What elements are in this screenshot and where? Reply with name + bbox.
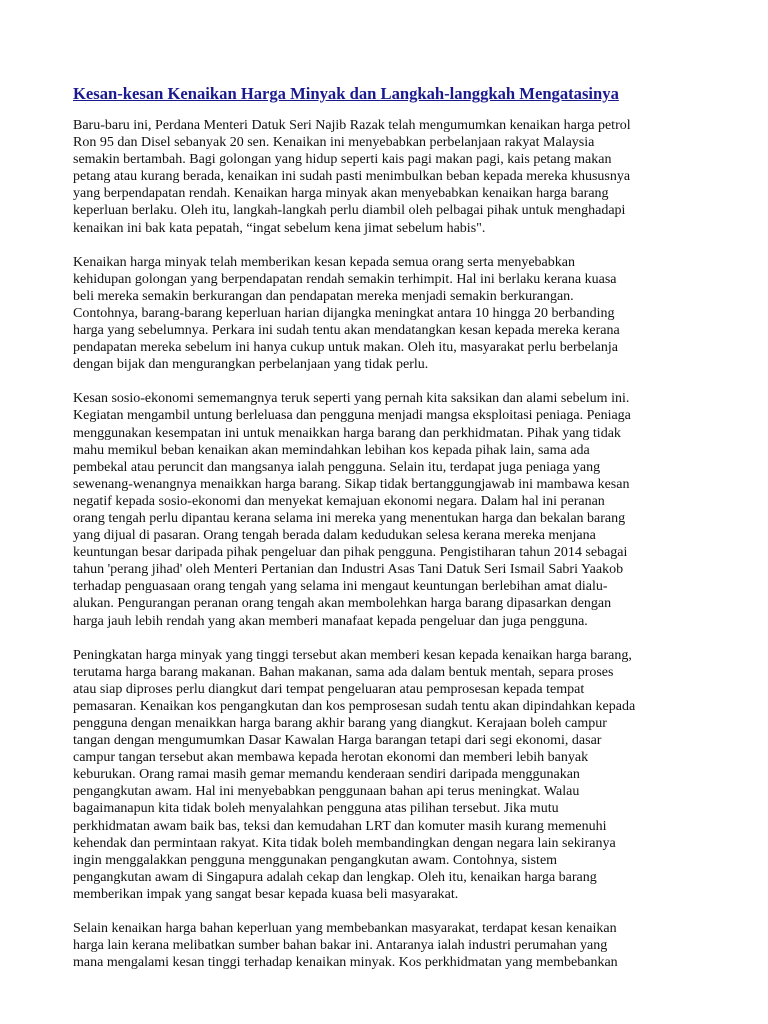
text-line: alukan. Pengurangan peranan orang tengah akan membolehkan harga barang dipasarkan dengan	[73, 596, 612, 612]
text-line: beli mereka semakin berkurangan dan pendapatan mereka menjadi semakin berkurangan.	[73, 288, 574, 304]
text-line: mana mengalami kesan tinggi terhadap kenaikan minyak. Kos perkhidmatan yang membebankan	[73, 955, 618, 971]
text-line: tahun 'perang jihad' oleh Menteri Pertanian dan Industri Asas Tani Datuk Seri Ismail Sabri Yaakob	[73, 562, 624, 578]
text-line: harga lain kerana melibatkan sumber bahan bakar ini. Antaranya ialah industri perumahan yang	[73, 938, 608, 954]
text-line: Ron 95 dan Disel sebanyak 20 sen. Kenaikan ini menyebabkan perbelanjaan rakyat Malaysia	[73, 135, 595, 151]
document-title[interactable]: Kesan-kesan Kenaikan Harga Minyak dan Langkah-langgkah Mengatasinya	[73, 84, 619, 103]
text-line: Contohnya, barang-barang keperluan harian dijangka meningkat antara 10 hingga 20 berbanding	[73, 305, 615, 321]
text-line: yang berpendapatan rendah. Kenaikan harga minyak akan menyebabkan kenaikan harga barang	[73, 186, 609, 202]
text-line: atau siap diproses perlu diangkut dari tempat pengeluaran atau pemprosesan kepada tempat	[73, 681, 585, 697]
paragraph	[73, 920, 703, 971]
text-line: Kenaikan harga minyak telah memberikan kesan kepada semua orang serta menyebabkan	[73, 254, 575, 270]
text-line: pemasaran. Kenaikan kos pengangkutan dan kos pemprosesan sudah tentu akan dipindahkan kepada	[73, 698, 636, 714]
text-line: tangan dengan mengumumkan Dasar Kawalan Harga barangan tetapi dari segi ekonomi, dasar	[73, 733, 602, 749]
text-line: keperluan berlaku. Oleh itu, langkah-langkah perlu diambil oleh pelbagai pihak untuk menghadapi	[73, 203, 626, 219]
text-line: Kesan sosio-ekonomi sememangnya teruk seperti yang pernah kita saksikan dan alami sebelum ini.	[73, 391, 630, 407]
text-line: pembekal atau peruncit dan mangsanya ialah pengguna. Selain itu, terdapat juga peniaga yang	[73, 459, 601, 475]
text-line: perkhidmatan awam baik bas, teksi dan kemudahan LRT dan komuter masih kurang memenuhi	[73, 818, 607, 834]
text-line: Peningkatan harga minyak yang tinggi tersebut akan memberi kesan kepada kenaikan harga barang,	[73, 647, 632, 663]
text-line: kehidupan golongan yang berpendapatan rendah semakin terhimpit. Hal ini berlaku kerana kuasa	[73, 271, 617, 287]
text-line: kehendak dan permintaan rakyat. Kita tidak boleh membandingkan dengan negara lain sekiranya	[73, 835, 616, 851]
text-line: keuntungan besar daripada pihak pengeluar dan pihak pengguna. Pengistiharan tahun 2014 sebagai	[73, 545, 628, 561]
text-line: terhadap penguasaan orang tengah yang selama ini mengaut keuntungan berlebihan amat dialu-	[73, 579, 608, 595]
text-line: harga jauh lebih rendah yang akan memberi manafaat kepada pengeluar dan juga pengguna.	[73, 613, 588, 629]
text-line: campur tangan tersebut akan membawa kepada herotan ekonomi dan memberi lebih banyak	[73, 750, 589, 766]
paragraph	[73, 254, 703, 374]
document-body	[73, 84, 703, 988]
text-line: negatif kepada sosio-ekonomi dan menyekat kemajuan ekonomi negara. Dalam hal ini peranan	[73, 493, 605, 509]
text-line: Selain kenaikan harga bahan keperluan yang membebankan masyarakat, terdapat kesan kenaikan	[73, 921, 617, 937]
text-line: pengangkutan awam. Hal ini menyebabkan penggunaan bahan api terus meningkat. Walau	[73, 784, 580, 800]
text-line: ingin menggalakkan pengguna menggunakan pengangkutan awam. Contohnya, sistem	[73, 852, 558, 868]
text-line: kenaikan ini bak kata pepatah, “ingat sebelum kena jimat sebelum habis".	[73, 220, 486, 236]
text-line: semakin bertambah. Bagi golongan yang hidup seperti kais pagi makan pagi, kais petang makan	[73, 152, 612, 168]
text-line: Baru-baru ini, Perdana Menteri Datuk Seri Najib Razak telah mengumumkan kenaikan harga petrol	[73, 118, 631, 133]
text-line: keburukan. Orang ramai masih gemar memandu kenderaan sendiri daripada menggunakan	[73, 767, 580, 783]
text-line: pendapatan mereka sebelum ini hanya cukup untuk makan. Oleh itu, masyarakat perlu berbelanja	[73, 340, 619, 356]
text-line: petang atau kurang berada, kenaikan ini sudah pasti menimbulkan beban kepada mereka khususnya	[73, 169, 631, 185]
paragraph	[73, 117, 703, 237]
text-line: bagaimanapun kita tidak boleh menyalahkan pengguna atas pilihan tersebut. Jika mutu	[73, 801, 559, 817]
text-line: Kegiatan mengambil untung berleluasa dan pengguna menjadi mangsa eksploitasi peniaga. Peniaga	[73, 408, 631, 424]
paragraph	[73, 390, 703, 629]
text-line: sewenang-wenangnya menaikkan harga barang. Sikap tidak bertanggungjawab ini mambawa kesan	[73, 476, 630, 492]
paragraph	[73, 647, 703, 903]
document-paragraphs	[73, 117, 703, 971]
text-line: menggunakan kesempatan ini untuk menaikkan harga barang dan perkhidmatan. Pihak yang tidak	[73, 425, 621, 441]
text-line: orang tengah perlu dipantau kerana selama ini mereka yang menentukan harga dan bekalan barang	[73, 510, 626, 526]
text-line: harga yang sebelumnya. Perkara ini sudah tentu akan mendatangkan kesan kepada mereka kerana	[73, 323, 620, 339]
text-line: mahu memikul beban kenaikan akan memindahkan lebihan kos kepada pihak lain, sama ada	[73, 442, 590, 458]
text-line: terutama harga barang makanan. Bahan makanan, sama ada dalam bentuk mentah, separa proses	[73, 664, 614, 680]
text-line: memberikan impak yang sangat besar kepada kuasa beli masyarakat.	[73, 886, 459, 902]
text-line: pengguna dengan menaikkan harga barang akhir barang yang diangkut. Kerajaan boleh campur	[73, 716, 607, 731]
text-line: dengan bijak dan mengurangkan perbelanjaan yang tidak perlu.	[73, 357, 429, 373]
text-line: pengangkutan awam di Singapura adalah cekap dan lengkap. Oleh itu, kenaikan harga barang	[73, 869, 597, 885]
text-line: yang dijual di pasaran. Orang tengah berada dalam kedudukan selesa kerana mereka menjana	[73, 528, 596, 544]
